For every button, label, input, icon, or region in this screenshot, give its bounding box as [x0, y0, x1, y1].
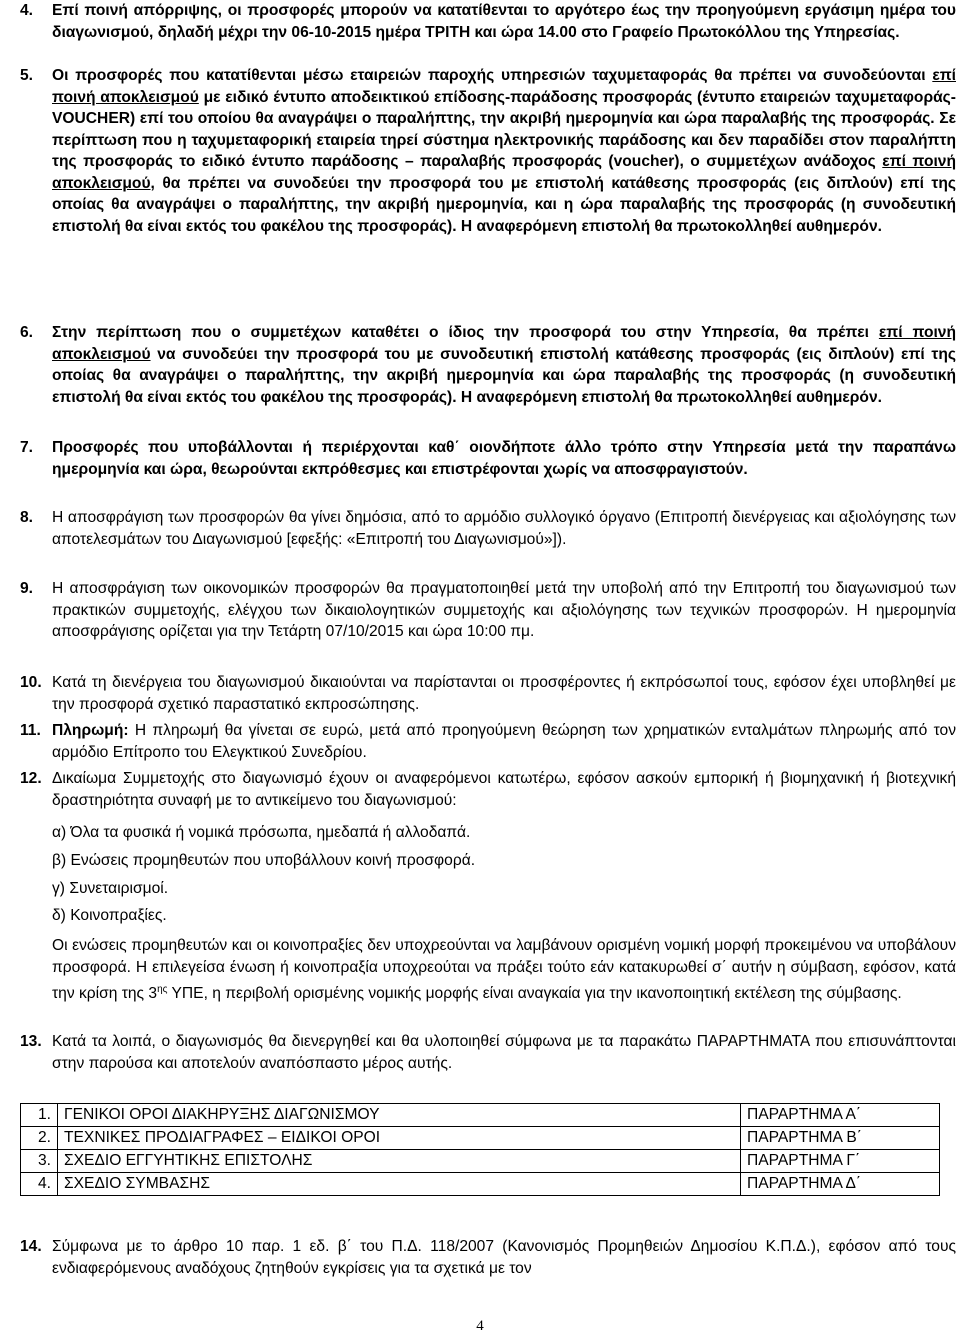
clause-text-part: Η πληρωμή θα γίνεται σε ευρώ, μετά από προηγούμενη θεώρηση των χρηματικών ενταλμάτων πληρωμής από τον αρμόδιο Επίτροπο του Ελεγκτικού Συνεδρίου. [52, 722, 956, 761]
underlined-text: επί ποινή αποκλεισμού [52, 67, 956, 106]
clause-text: Κατά τη διενέργεια του διαγωνισμού δικαιούνται να παρίστανται οι προσφέροντες ή εκπρόσωποί τους, εφόσον έχει υποβληθεί με την προσφορά σχετικό παραστατικό εκπροσώπησης. [52, 674, 956, 713]
row-number: 4. [21, 1173, 58, 1196]
clause-label: Πληρωμή: [52, 722, 129, 739]
table-row [21, 1173, 940, 1196]
clause-text-part: Στην περίπτωση που ο συμμετέχων καταθέτει ο ίδιος την προσφορά του στην Υπηρεσία, θα πρέπει [52, 324, 879, 341]
clause-number: 13. [20, 1033, 42, 1050]
annex-label: ΠΑΡΑΡΤΗΜΑ Δ΄ [741, 1173, 940, 1196]
list-item: γ) Συνεταιρισμοί. [52, 880, 169, 897]
row-number: 1. [21, 1104, 58, 1127]
clause-text-part: με ειδικό έντυπο αποδεικτικού επίδοσης-παράδοσης προσφοράς (έντυπο εταιρειών ταχυμεταφοράς- VOUCHER) επί του οποίου θα αναγράψει ο παραλήπτης, την ακριβή ημερομηνία και ώρα παραλαβής της προσφοράς. Σε περίπτωση που η ταχυμεταφορική εταιρεία τηρεί σύστημα ηλεκτρονικής παράδοσης και δεν παραδίδει στον παραλήπτη της προσφοράς το ειδικό έντυπο παράδοσης – παραλαβής προσφοράς (voucher), ο συμμετέχων ανάδοχος [52, 88, 956, 170]
clause-text-part: Οι προσφορές που κατατίθενται μέσω εταιρειών παροχής υπηρεσιών ταχυμεταφοράς θα πρέπει να συνοδεύονται [52, 67, 933, 84]
clause-12-paragraph [52, 935, 956, 1005]
clause-text [52, 65, 956, 237]
clause-text: Δικαίωμα Συμμετοχής στο διαγωνισμό έχουν οι αναφερόμενοι κατωτέρω, εφόσον ασκούν εμπορική ή βιομηχανική ή βιοτεχνική δραστηριότητα συναφή με το αντικείμενο του διαγωνισμού: [52, 770, 956, 809]
annex-title: ΣΧΕΔΙΟ ΣΥΜΒΑΣΗΣ [58, 1173, 741, 1196]
clause-text-part: να συνοδεύει την προσφορά του με συνοδευτική επιστολή κατάθεσης προσφοράς (εις διπλούν) επί της οποίας θα αναγράψει ο παραλήπτης, την ακριβή ημερομηνία και ώρα παραλαβής της προσφοράς (η συνοδευτική επιστολή θα είναι εκτός του φακέλου της προσφοράς). Η αναφερόμενη επιστολή θα πρωτοκολληθεί αυθημερόν. [52, 345, 956, 406]
clause-number: 6. [20, 324, 34, 341]
annex-label: ΠΑΡΑΡΤΗΜΑ Γ΄ [741, 1150, 940, 1173]
list-item: α) Όλα τα φυσικά ή νομικά πρόσωπα, ημεδαπά ή αλλοδαπά. [52, 824, 471, 841]
clause-text: Κατά τα λοιπά, ο διαγωνισμός θα διενεργηθεί και θα υλοποιηθεί σύμφωνα με τα παρακάτω ΠΑΡΑΡΤΗΜΑΤΑ που επισυνάπτονται στην παρούσα και αποτελούν αναπόσπαστο μέρος αυτής. [52, 1033, 956, 1072]
annex-title: ΤΕΧΝΙΚΕΣ ΠΡΟΔΙΑΓΡΑΦΕΣ – ΕΙΔΙΚΟΙ ΟΡΟΙ [58, 1127, 741, 1150]
annex-title: ΣΧΕΔΙΟ ΕΓΓΥΗΤΙΚΗΣ ΕΠΙΣΤΟΛΗΣ [58, 1150, 741, 1173]
clause-number: 7. [20, 439, 34, 456]
table-row [21, 1104, 940, 1127]
clause-text-part: , θα πρέπει να συνοδεύει την προσφορά του με επιστολή κατάθεσης προσφοράς (εις διπλούν) επί της οποίας θα αναγράψει ο παραλήπτης, την ακριβή ημερομηνία, και η ώρα παραλαβής της προσφοράς (η συνοδευτική επιστολή θα είναι εκτός του φακέλου της προσφοράς). Η αναφερόμενη επιστολή θα πρωτοκολληθεί αυθημερόν. [52, 174, 956, 235]
clause-number: 8. [20, 509, 34, 526]
clause-text: Προσφορές που υποβάλλονται ή περιέρχονται καθ΄ οιονδήποτε άλλο τρόπο στην Υπηρεσία μετά την παραπάνω ημερομηνία και ώρα, θεωρούνται εκπρόθεσμες και επιστρέφονται χωρίς να αποσφραγιστούν. [52, 439, 956, 478]
list-item: β) Ενώσεις προμηθευτών που υποβάλλουν κοινή προσφορά. [52, 852, 476, 869]
clause-number: 12. [20, 770, 42, 787]
paragraph-text: Οι ενώσεις προμηθευτών και οι κοινοπραξίες δεν υποχρεούνται να λαμβάνουν ορισμένη νομική μορφή προκειμένου να υποβάλουν προσφορά. [52, 937, 956, 976]
clause-number: 5. [20, 67, 34, 84]
page-number: 4 [476, 1318, 484, 1334]
table-row [21, 1150, 940, 1173]
annex-table [20, 1103, 940, 1196]
paragraph-text: ΥΠΕ, η περιβολή ορισμένης νομικής μορφής είναι αναγκαία για την ικανοποιητική εκτέλεση της σύμβασης. [167, 985, 902, 1003]
row-number: 2. [21, 1127, 58, 1150]
clause-number: 4. [20, 2, 34, 19]
row-number: 3. [21, 1150, 58, 1173]
clause-text: Σύμφωνα με το άρθρο 10 παρ. 1 εδ. β΄ του Π.Δ. 118/2007 (Κανονισμός Προμηθειών Δημοσίου Κ.Π.Δ.), εφόσον από τους ενδιαφερόμενους αναδόχους ζητηθούν εγκρίσεις για τα σχετικά με τον [52, 1238, 956, 1277]
clause-number: 9. [20, 580, 34, 597]
clause-number: 14. [20, 1238, 42, 1255]
table-row [21, 1127, 940, 1150]
clause-number: 10. [20, 674, 42, 691]
annex-label: ΠΑΡΑΡΤΗΜΑ Α΄ [741, 1104, 940, 1127]
annex-label: ΠΑΡΑΡΤΗΜΑ Β΄ [741, 1127, 940, 1150]
underlined-text: επί ποινή αποκλεισμού [52, 153, 956, 192]
underlined-text: επί ποινή αποκλεισμού [52, 324, 957, 363]
clause-text [52, 720, 956, 763]
paragraph-text: Η επιλεγείσα ένωση ή κοινοπραξία υποχρεούται να πράξει τούτο εάν κατακυρωθεί σ΄ αυτήν η σύμβαση, εφόσον, κατά την κρίση της 3 [52, 959, 956, 1003]
clause-text: Η αποσφράγιση των προσφορών θα γίνει δημόσια, από το αρμόδιο συλλογικό όργανο (Επιτροπή διενέργειας και αξιολόγησης των αποτελεσμάτων του Διαγωνισμού [εφεξής: «Επιτροπή του Διαγωνισμού»]). [52, 509, 956, 548]
clause-text: Η αποσφράγιση των οικονομικών προσφορών θα πραγματοποιηθεί μετά την υποβολή από την Επιτροπή του διαγωνισμού των πρακτικών συμμετοχής, ελέγχου των δικαιολογητικών συμμετοχής και αξιολόγησης των τεχνικών προσφορών. Η ημερομηνία αποσφράγισης ορίζεται για την Τετάρτη 07/10/2015 και ώρα 10:00 πμ. [52, 580, 956, 640]
clause-text: Επί ποινή απόρριψης, οι προσφορές μπορούν να κατατίθενται το αργότερο έως την προηγούμενη εργάσιμη ημέρα του διαγωνισμού, δηλαδή μέχρι την 06-10-2015 ημέρα ΤΡΙΤΗ και ώρα 14.00 στο Γραφείο Πρωτοκόλλου της Υπηρεσίας. [52, 2, 956, 41]
superscript: ης [157, 984, 168, 995]
clause-text [52, 322, 956, 408]
list-item: δ) Κοινοπραξίες. [52, 907, 167, 924]
clause-number: 11. [20, 722, 41, 739]
annex-title: ΓΕΝΙΚΟΙ ΟΡΟΙ ΔΙΑΚΗΡΥΞΗΣ ΔΙΑΓΩΝΙΣΜΟΥ [58, 1104, 741, 1127]
